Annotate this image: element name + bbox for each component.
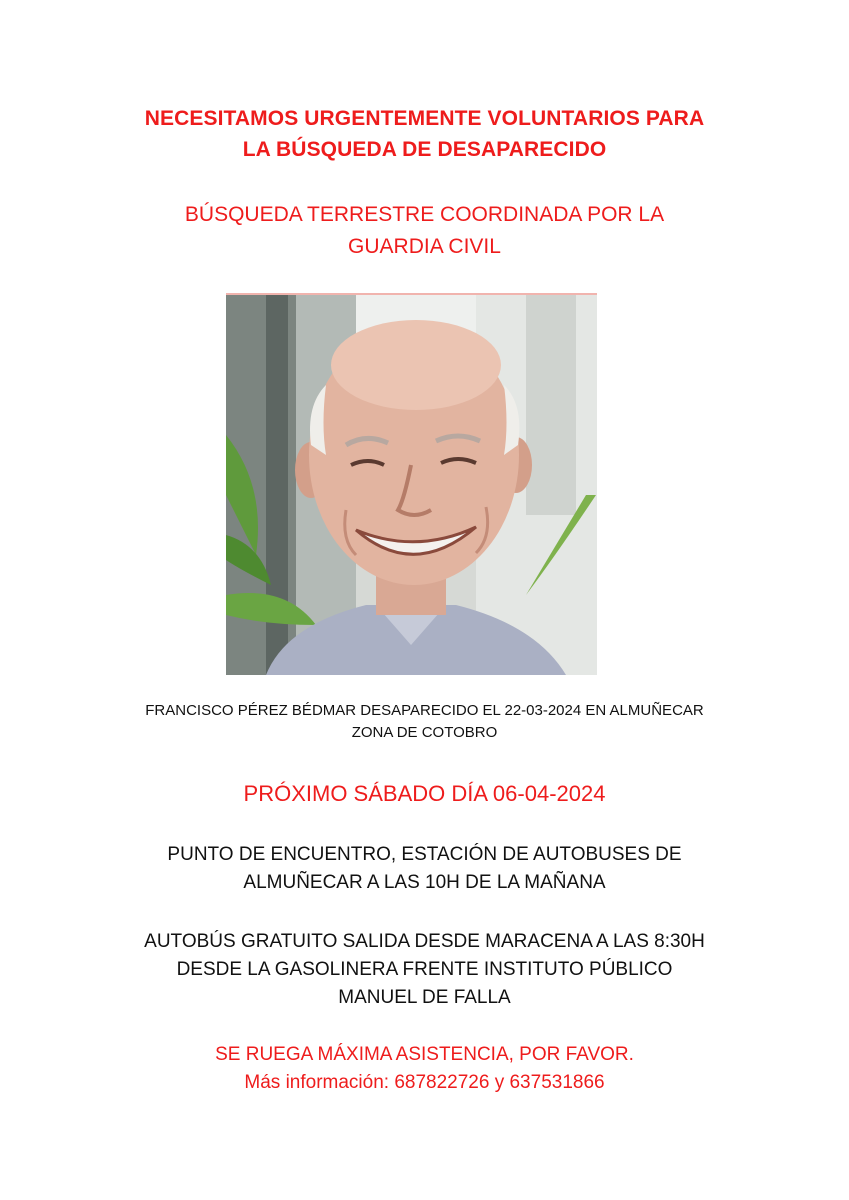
footer-contact-phones: Más información: 687822726 y 637531866 — [244, 1072, 605, 1093]
search-date: PRÓXIMO SÁBADO DÍA 06-04-2024 — [243, 781, 606, 806]
subheadline-line-1: BÚSQUEDA TERRESTRE COORDINADA POR LA — [184, 203, 665, 226]
headline-line-1: NECESITAMOS URGENTEMENTE VOLUNTARIOS PARA — [144, 107, 705, 130]
caption-line-1: FRANCISCO PÉREZ BÉDMAR DESAPARECIDO EL 22-03-2024 EN ALMUÑECAR — [145, 702, 704, 719]
caption-line-2: ZONA DE COTOBRO — [351, 724, 498, 741]
missing-person-photo — [226, 295, 597, 675]
subheadline-line-2: GUARDIA CIVIL — [348, 235, 501, 258]
headline-line-2: LA BÚSQUEDA DE DESAPARECIDO — [242, 138, 607, 161]
bus-info-line-3: MANUEL DE FALLA — [338, 987, 511, 1008]
portrait-illustration — [226, 295, 597, 675]
meeting-point-line-1: PUNTO DE ENCUENTRO, ESTACIÓN DE AUTOBUSES DE — [167, 844, 682, 865]
meeting-point-line-2: ALMUÑECAR A LAS 10H DE LA MAÑANA — [243, 872, 606, 893]
bus-info-line-1: AUTOBÚS GRATUITO SALIDA DESDE MARACENA A LAS 8:30H — [144, 931, 705, 952]
bus-info-line-2: DESDE LA GASOLINERA FRENTE INSTITUTO PÚBLICO — [176, 959, 673, 980]
footer-attendance: SE RUEGA MÁXIMA ASISTENCIA, POR FAVOR. — [215, 1044, 634, 1065]
